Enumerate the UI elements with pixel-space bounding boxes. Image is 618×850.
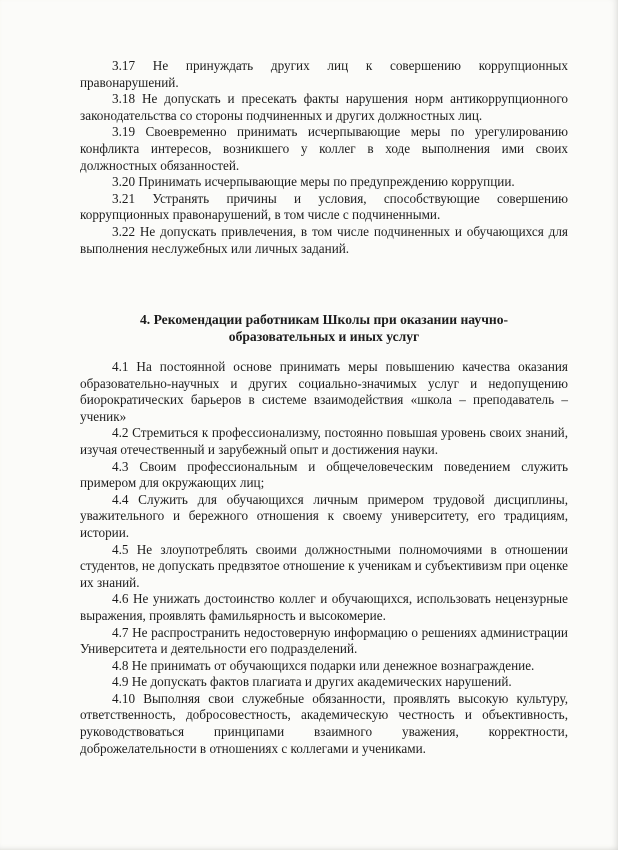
section-4-heading <box>80 311 568 345</box>
clause-4-3: 4.3 Своим профессиональным и общечеловеческим поведением служить примером для окружающих лиц; <box>80 458 568 491</box>
section-4-body <box>80 359 568 757</box>
clause-4-1: 4.1 На постоянной основе принимать меры повышению качества оказания образовательно-научных и других социально-значимых услуг и недопущению биорократических барьеров в системе взаимодействия «школа – преподаватель – ученик» <box>80 359 568 424</box>
clause-4-2: 4.2 Стремиться к профессионализму, постоянно повышая уровень своих знаний, изучая отечественный и зарубежный опыт и достижения науки. <box>80 425 568 457</box>
clause-3-20: 3.20 Принимать исчерпывающие меры по предупреждению коррупции. <box>112 174 515 190</box>
clause-4-4: 4.4 Служить для обучающихся личным примером трудовой дисциплины, уважительного и бережного отношения к своему университету, его традициям, истории. <box>80 491 568 540</box>
clause-3-17: 3.17 Не принуждать других лиц к совершению коррупционных правонарушений. <box>80 58 568 90</box>
clause-3-19: 3.19 Своевременно принимать исчерпывающие меры по урегулированию конфликта интересов, возникшего у коллег в ходе выполнения ими своих должностных обязанностей. <box>80 124 568 173</box>
clause-4-7: 4.7 Не распространить недостоверную информацию о решениях администрации Университета и деятельности его подразделений. <box>80 624 568 657</box>
section-4-heading-line-2: образовательных и иных услуг <box>228 329 420 344</box>
section-4-heading-line-1: 4. Рекомендации работникам Школы при оказании научно- <box>139 312 509 327</box>
clause-3-22: 3.22 Не допускать привлечения, в том числе подчиненных и обучающихся для выполнения неслужебных или личных заданий. <box>80 223 568 256</box>
clause-3-18: 3.18 Не допускать и пресекать факты нарушения норм антикоррупционного законодательства со стороны подчиненных и других должностных лиц. <box>80 91 568 123</box>
clause-4-6: 4.6 Не унижать достоинство коллег и обучающихся, использовать нецензурные выражения, проявлять фамильярность и высокомерие. <box>80 591 568 623</box>
clause-3-21: 3.21 Устранять причины и условия, способствующие совершению коррупционных правонарушений, в том числе с подчиненными. <box>80 190 568 223</box>
clause-4-10: 4.10 Выполняя свои служебные обязанности, проявлять высокую культуру, ответственность, добросовестность, академическую честность и объективность, руководствоваться принципами взаимного уважения, корректности, доброжелательности в отношениях с коллегами и учениками. <box>80 690 568 756</box>
clause-4-5: 4.5 Не злоупотреблять своими должностными полномочиями в отношении студентов, не допускать предвзятое отношение к ученикам и субъективизм при оценке их знаний. <box>80 541 568 590</box>
clause-4-9: 4.9 Не допускать фактов плагиата и других академических нарушений. <box>112 674 512 690</box>
clause-4-8: 4.8 Не принимать от обучающихся подарки или денежное вознаграждение. <box>112 657 535 673</box>
section-3-continued <box>80 58 568 257</box>
